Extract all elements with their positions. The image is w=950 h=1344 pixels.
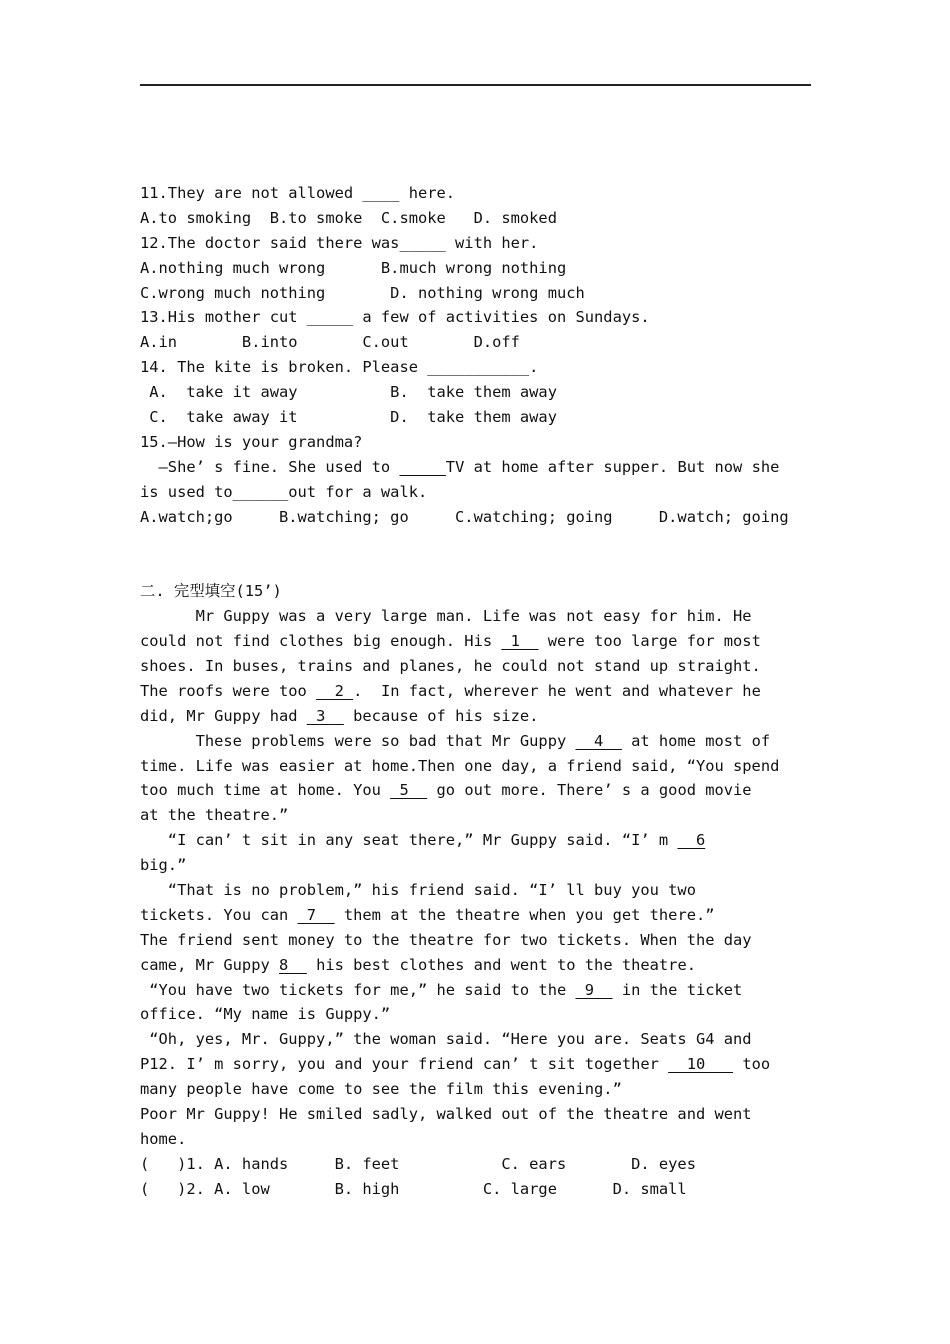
q15-text-before: —She’ s fine. She used to — [140, 457, 400, 476]
passage-line: came, Mr Guppy 8 his best clothes and went to the theatre. — [140, 955, 696, 974]
passage-line: did, Mr Guppy had 3 because of his size. — [140, 706, 539, 725]
passage-line: Mr Guppy was a very large man. Life was not easy for him. He — [140, 607, 752, 626]
blank-9: 9 — [575, 980, 613, 999]
passage-line: P12. I’ m sorry, you and your friend can’ t sit together 10 too — [140, 1055, 771, 1074]
blank-6: 6 — [677, 831, 706, 850]
blank-8: 8 — [279, 955, 307, 974]
section-gap — [140, 529, 811, 579]
question-15-options: A.watch;go B.watching; go C.watching; going D.watch; going — [140, 507, 789, 526]
passage-line: too much time at home. You 5 go out more. There’ s a good movie — [140, 781, 752, 800]
question-14-options-row1: A. take it away B. take them away — [140, 383, 557, 402]
passage-line: time. Life was easier at home.Then one day, a friend said, “You spend — [140, 756, 780, 775]
passage-line: home. — [140, 1129, 187, 1148]
passage-line: shoes. In buses, trains and planes, he could not stand up straight. — [140, 656, 761, 675]
blank-4: 4 — [575, 731, 622, 750]
question-12-options-row2: C.wrong much nothing D. nothing wrong much — [140, 283, 585, 302]
blank-2: 2 — [316, 681, 354, 700]
q15-blank: _____ — [399, 457, 446, 476]
question-13-stem: 13.His mother cut _____ a few of activities on Sundays. — [140, 308, 650, 327]
question-14-stem: 14. The kite is broken. Please ___________. — [140, 358, 539, 377]
question-14-options-row2: C. take away it D. take them away — [140, 408, 557, 427]
question-15-stem: 15.—How is your grandma? — [140, 432, 363, 451]
passage-line: The friend sent money to the theatre for two tickets. When the day — [140, 930, 752, 949]
question-12-options-row1: A.nothing much wrong B.much wrong nothing — [140, 258, 567, 277]
question-11-stem: 11.They are not allowed ____ here. — [140, 184, 456, 202]
answer-row-2: ( )2. A. low B. high C. large D. small — [140, 1179, 687, 1198]
blank-5: 5 — [390, 781, 428, 800]
document-page — [140, 181, 811, 1202]
question-11-options: A.to smoking B.to smoke C.smoke D. smoked — [140, 208, 557, 227]
passage-line: tickets. You can 7 them at the theatre when you get there.” — [140, 905, 715, 924]
q15-text-after: TV at home after supper. But now she — [445, 457, 780, 476]
passage-line: “Oh, yes, Mr. Guppy,” the woman said. “Here you are. Seats G4 and — [140, 1030, 752, 1049]
passage-line: “That is no problem,” his friend said. “I’ ll buy you two — [140, 880, 696, 899]
question-13-options: A.in B.into C.out D.off — [140, 333, 520, 352]
passage-line: “I can’ t sit in any seat there,” Mr Guppy said. “I’ m 6 — [140, 831, 706, 850]
passage-line: “You have two tickets for me,” he said to the 9 in the ticket — [140, 980, 743, 999]
header-rule — [140, 84, 811, 86]
section-2-heading: 二. 完型填空(15’) — [140, 582, 282, 601]
blank-1: 1 — [501, 632, 539, 651]
blank-3: 3 — [306, 706, 344, 725]
passage-line: The roofs were too 2 . In fact, wherever he went and whatever he — [140, 681, 761, 700]
answer-row-1: ( )1. A. hands B. feet C. ears D. eyes — [140, 1154, 696, 1173]
question-12-stem: 12.The doctor said there was_____ with her. — [140, 233, 539, 252]
passage-line: Poor Mr Guppy! He smiled sadly, walked out of the theatre and went — [140, 1104, 752, 1123]
passage-line: These problems were so bad that Mr Guppy 4 at home most of — [140, 731, 771, 750]
passage-line: many people have come to see the film this evening.” — [140, 1080, 622, 1099]
question-15-answer-line1 — [140, 455, 811, 480]
blank-10: 10 — [668, 1055, 734, 1074]
passage-line: at the theatre.” — [140, 806, 289, 825]
passage-line: office. “My name is Guppy.” — [140, 1005, 391, 1024]
passage-line: big.” — [140, 856, 187, 875]
question-15-answer-line2: is used to______out for a walk. — [140, 482, 428, 501]
blank-7: 7 — [297, 905, 335, 924]
passage-line: could not find clothes big enough. His 1 were too large for most — [140, 632, 761, 651]
